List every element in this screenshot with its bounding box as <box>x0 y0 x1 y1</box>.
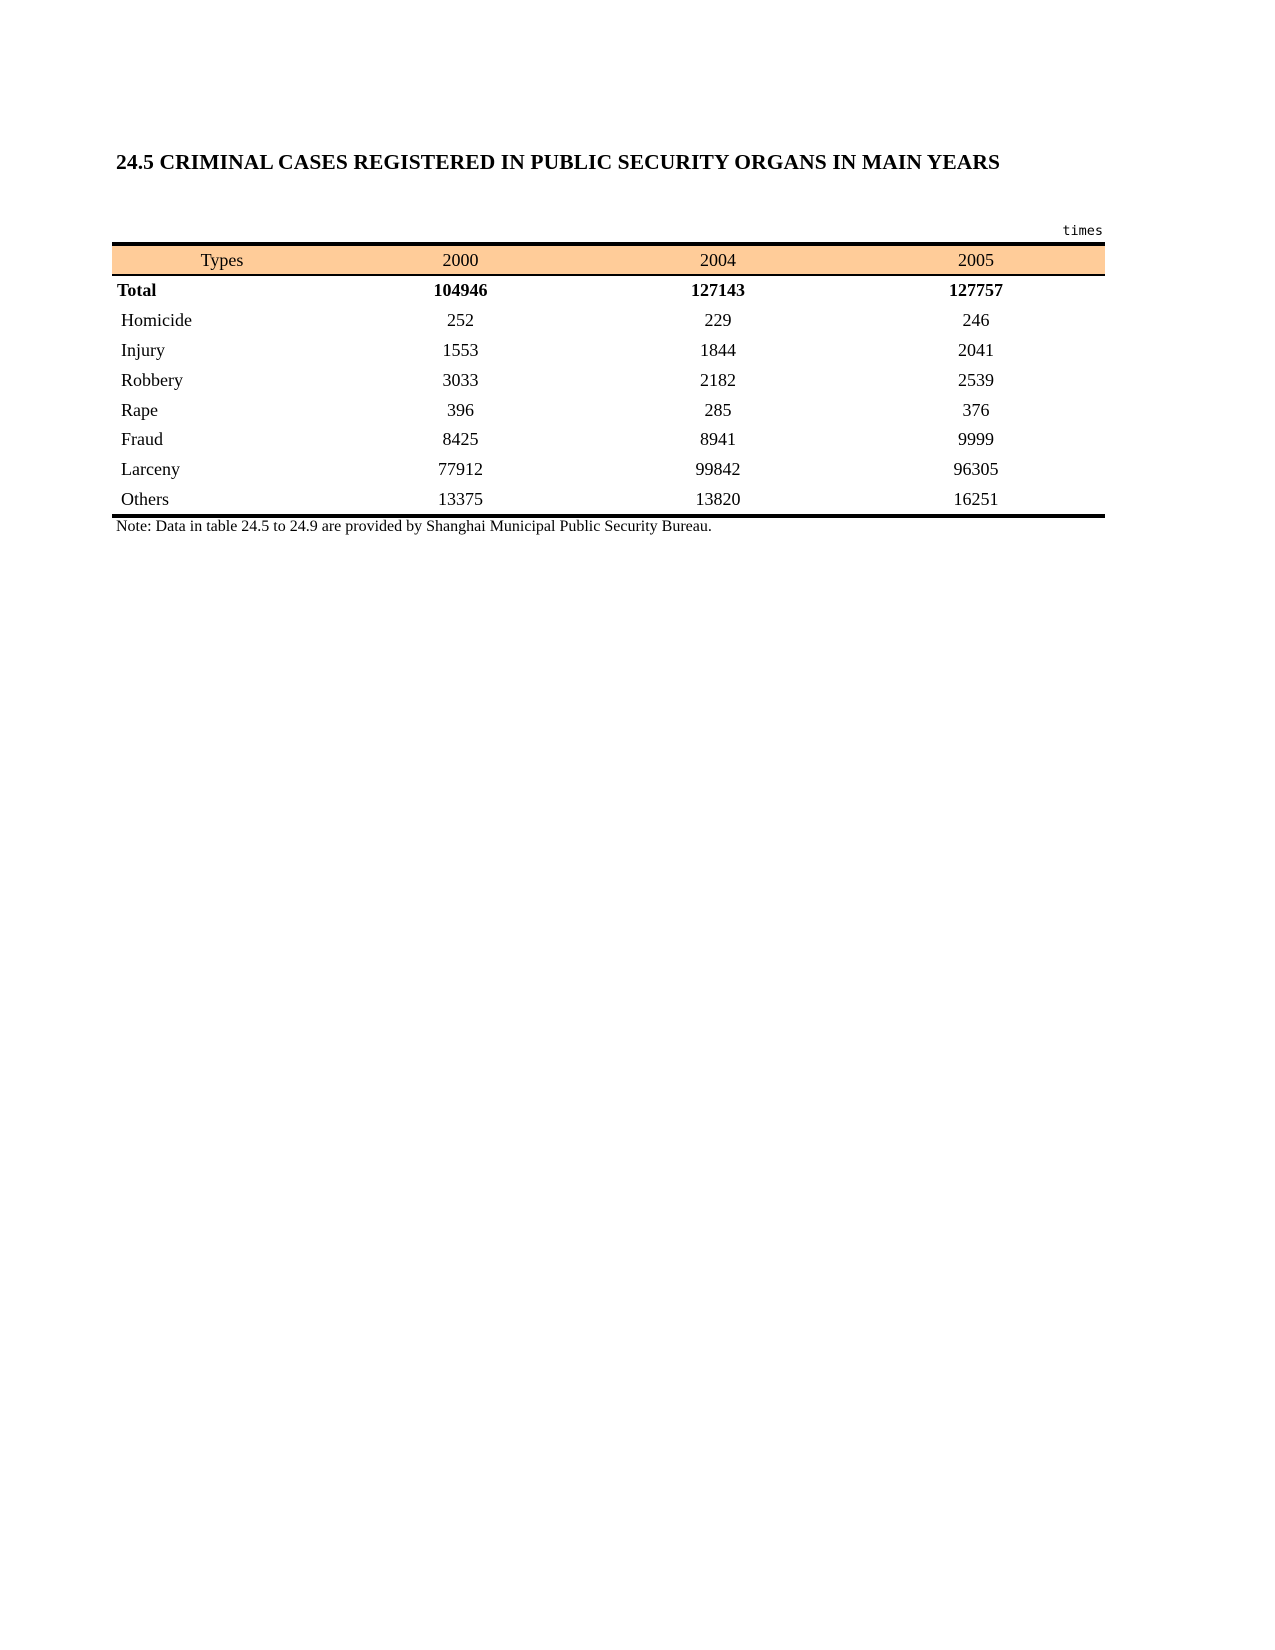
table-row-fraud <box>112 425 1105 455</box>
cell-2000: 396 <box>447 399 474 420</box>
cell-2005: 246 <box>962 310 990 331</box>
table-row-injury <box>112 336 1105 366</box>
cell-2000: 3033 <box>442 369 479 390</box>
cell-2004: 2182 <box>700 369 736 390</box>
cell-2000: 77912 <box>438 459 483 480</box>
cell-2004: 99842 <box>695 459 741 480</box>
row-label: Injury <box>121 339 165 360</box>
source-note: Note: Data in table 24.5 to 24.9 are provided by Shanghai Municipal Public Security Bureau. <box>116 518 712 535</box>
cell-2004: 127143 <box>691 280 745 301</box>
header-2004: 2004 <box>589 244 847 275</box>
cell-2000: 252 <box>447 310 474 331</box>
cell-2005: 96305 <box>953 459 999 480</box>
cell-2004: 8941 <box>700 429 736 450</box>
row-label: Fraud <box>121 429 163 450</box>
row-label: Homicide <box>121 310 192 331</box>
table-row-homicide <box>112 306 1105 336</box>
criminal-cases-table <box>112 242 1105 518</box>
cell-2005: 2539 <box>958 369 994 390</box>
cell-2005: 127757 <box>949 280 1003 301</box>
table-row-total <box>112 275 1105 306</box>
row-label: Total <box>117 280 157 301</box>
header-2000: 2000 <box>332 244 589 275</box>
cell-2004: 13820 <box>589 485 847 517</box>
cell-2005: 2041 <box>958 339 994 360</box>
header-types: Types <box>112 244 332 275</box>
cell-2004: 1844 <box>700 339 736 360</box>
table-row-others <box>112 485 1105 517</box>
table-header-row <box>112 244 1105 275</box>
cell-2005: 16251 <box>847 485 1105 517</box>
cell-2000: 104946 <box>433 280 488 301</box>
header-2005: 2005 <box>847 244 1105 275</box>
table-row-robbery <box>112 365 1105 395</box>
cell-2000: 1553 <box>442 339 479 360</box>
row-label: Rape <box>121 399 158 420</box>
cell-2005: 9999 <box>958 429 994 450</box>
cell-2004: 229 <box>704 310 732 331</box>
cell-2000: 13375 <box>332 485 589 517</box>
table-row-larceny <box>112 455 1105 485</box>
cell-2000: 8425 <box>442 429 479 450</box>
page-title: 24.5 CRIMINAL CASES REGISTERED IN PUBLIC SECURITY ORGANS IN MAIN YEARS <box>116 150 1001 174</box>
cell-2004: 285 <box>704 399 732 420</box>
cell-2005: 376 <box>962 399 990 420</box>
row-label: Robbery <box>121 369 183 390</box>
unit-label: times <box>1062 223 1103 239</box>
row-label: Others <box>112 485 332 517</box>
table-row-rape <box>112 395 1105 425</box>
row-label: Larceny <box>121 459 180 480</box>
